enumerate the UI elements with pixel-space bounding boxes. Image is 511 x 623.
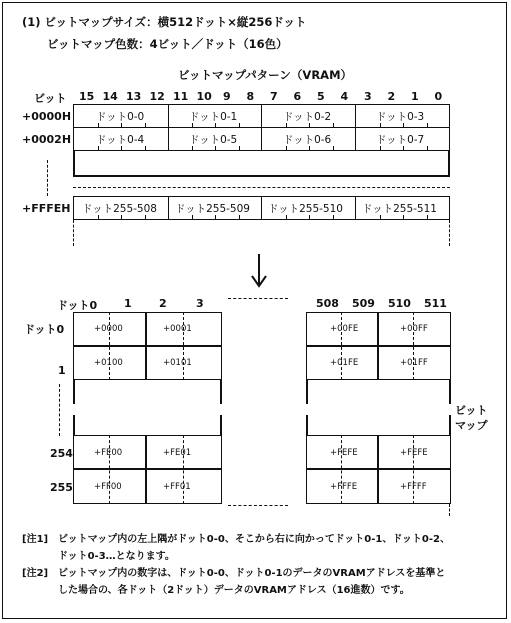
grid-line [220, 380, 222, 404]
bit-number: 8 [246, 90, 255, 103]
grid-line [220, 415, 222, 435]
bit-tick [427, 215, 428, 220]
side-label-map: マップ [455, 419, 488, 432]
cell-addr: +FEFE [330, 448, 358, 458]
row-label: ドット0 [24, 323, 65, 336]
grid-dashes [109, 435, 110, 504]
grid-line [73, 468, 222, 470]
bit-number: 7 [270, 90, 278, 103]
col-header: 509 [352, 297, 375, 310]
dot-cell: ドット0-4 [96, 134, 145, 146]
bit-number: 14 [102, 90, 118, 103]
bit-tick [309, 215, 310, 220]
cell-addr: +00FE [330, 324, 359, 334]
bit-tick [145, 215, 146, 220]
col-header: 510 [388, 297, 411, 310]
divider [261, 128, 262, 150]
dot-cell: ドット255-509 [175, 203, 250, 215]
note1-line2: ドット0-3…となります。 [58, 551, 175, 562]
col-header: 511 [424, 297, 447, 310]
vram-side-line [448, 150, 450, 176]
cell-addr: +0101 [163, 358, 192, 368]
grid-dashes [413, 435, 414, 504]
vram-row-0002 [73, 127, 450, 151]
bit-tick [333, 215, 334, 220]
divider [168, 197, 169, 219]
grid-dashes [183, 435, 184, 504]
divider [261, 105, 262, 127]
bit-tick [286, 215, 287, 220]
note1-tag: [注1] [22, 534, 49, 545]
vram-row-line [73, 175, 450, 177]
grid-dashes [341, 435, 342, 504]
bit-tick [192, 146, 193, 151]
bit-number: 6 [293, 90, 302, 103]
row-label: 254 [50, 447, 73, 460]
cell-addr: +01FF [400, 358, 428, 368]
bitmap-grid-bottom-left [73, 435, 222, 504]
dot-cell: ドット255-510 [268, 203, 343, 215]
side-label-bit: ビット [455, 404, 488, 417]
ellipsis-dashes [228, 505, 288, 506]
col-header: 2 [159, 297, 167, 310]
bitmap-grid-bottom-right [306, 435, 451, 504]
ellipsis-dashes [73, 220, 74, 246]
bitmap-size-text: (1) ビットマップサイズ：横512ドット×縦256ドット [22, 15, 307, 29]
dot-cell: ドット255-511 [362, 203, 437, 215]
bit-tick [145, 146, 146, 151]
ellipsis-dashes [73, 187, 450, 188]
bit-number: 3 [364, 90, 372, 103]
cell-addr: +0100 [94, 358, 123, 368]
bit-number: 5 [317, 90, 325, 103]
divider [261, 197, 262, 219]
bit-tick [215, 215, 216, 220]
dot-cell: ドット0-2 [283, 111, 332, 123]
cell-addr: +FF00 [94, 482, 122, 492]
ellipsis-dashes [228, 298, 288, 299]
vram-side-line [73, 150, 75, 176]
divider [168, 128, 169, 150]
col-header: 1 [124, 297, 132, 310]
cell-addr: +FFFE [330, 482, 358, 492]
grid-line [306, 345, 451, 347]
divider [355, 197, 356, 219]
grid-line [73, 415, 75, 435]
bit-number: 10 [196, 90, 212, 103]
bit-number: 2 [387, 90, 396, 103]
grid-dashes [109, 312, 110, 380]
grid-dashes [341, 312, 342, 380]
vram-row-0000 [73, 104, 450, 128]
ellipsis-dashes [449, 504, 450, 516]
bit-number: 11 [173, 90, 189, 103]
cell-addr: +0000 [94, 324, 123, 334]
addr-label-0002: +0002H [22, 133, 72, 146]
vram-title: ビットマップパターン（VRAM） [178, 68, 353, 82]
bit-number: 9 [223, 90, 231, 103]
bit-tick [98, 146, 99, 151]
bit-tick [427, 146, 428, 151]
grid-line [306, 468, 451, 470]
bit-tick [380, 146, 381, 151]
cell-addr: +FFFF [400, 482, 427, 492]
dot-cell: ドット0-3 [376, 111, 425, 123]
divider [168, 105, 169, 127]
grid-line [306, 415, 308, 435]
down-arrow-icon [249, 254, 269, 288]
bit-tick [403, 215, 404, 220]
cell-addr: +FEFE [400, 448, 428, 458]
ellipsis-dashes [47, 160, 48, 196]
dot-cell: ドット255-508 [82, 203, 157, 215]
cell-addr: +01FE [330, 358, 359, 368]
bit-tick [121, 146, 122, 151]
bitmap-colors-text: ビットマップ色数：4ビット／ドット（16色） [47, 37, 288, 51]
cell-addr: +FE01 [163, 448, 192, 458]
grid-line [145, 435, 147, 504]
bit-number: 1 [411, 90, 419, 103]
bit-tick [239, 146, 240, 151]
bit-number: 15 [79, 90, 95, 103]
col-header: 3 [196, 297, 204, 310]
bit-tick [403, 146, 404, 151]
note1-line1: ビットマップ内の左上隅がドット0-0、そこから右に向かってドット0-1、ドット0-2、 [58, 534, 450, 545]
grid-dashes [413, 312, 414, 380]
cell-addr: +FE00 [94, 448, 123, 458]
col-header: 508 [316, 297, 339, 310]
cell-addr: +00FF [400, 324, 428, 334]
ellipsis-dashes [449, 220, 450, 246]
cell-addr: +FF01 [163, 482, 191, 492]
bit-tick [333, 146, 334, 151]
grid-line [73, 380, 75, 404]
dot-cell: ドット0-7 [376, 134, 425, 146]
bit-number: 4 [340, 90, 349, 103]
bit-tick [192, 215, 193, 220]
bit-tick [286, 146, 287, 151]
grid-line [377, 435, 379, 504]
bit-label: ビット [34, 92, 67, 105]
bit-number: 0 [434, 90, 443, 103]
dot-cell: ドット0-0 [96, 111, 145, 123]
dot0-col-label: ドット0 [57, 299, 98, 312]
addr-label-0000: +0000H [22, 110, 72, 123]
bit-tick [215, 146, 216, 151]
grid-line [306, 380, 308, 404]
grid-dashes [183, 312, 184, 380]
bit-number: 13 [126, 90, 142, 103]
bit-tick [121, 215, 122, 220]
bit-tick [309, 146, 310, 151]
bit-tick [380, 215, 381, 220]
divider [355, 105, 356, 127]
row-label: 1 [58, 364, 66, 377]
grid-line [449, 415, 451, 435]
note2-line1: ビットマップ内の数字は、ドット0-0、ドット0-1のデータのVRAMアドレスを基準と [58, 568, 446, 579]
addr-label-fffe: +FFFEH [22, 202, 71, 215]
dot-cell: ドット0-5 [189, 134, 238, 146]
dot-cell: ドット0-6 [283, 134, 332, 146]
dot-cell: ドット0-1 [189, 111, 238, 123]
note2-line2: した場合の、各ドット（2ドット）データのVRAMアドレス（16進数）です。 [58, 585, 410, 596]
bit-number: 12 [149, 90, 165, 103]
note2-tag: [注2] [22, 568, 49, 579]
bit-tick [98, 215, 99, 220]
cell-addr: +0001 [163, 324, 192, 334]
row-label: 255 [50, 481, 73, 494]
grid-line [449, 380, 451, 404]
ellipsis-dashes [59, 384, 60, 436]
bit-tick [239, 215, 240, 220]
grid-line [73, 345, 222, 347]
vram-row-fffe [73, 196, 450, 220]
divider [355, 128, 356, 150]
